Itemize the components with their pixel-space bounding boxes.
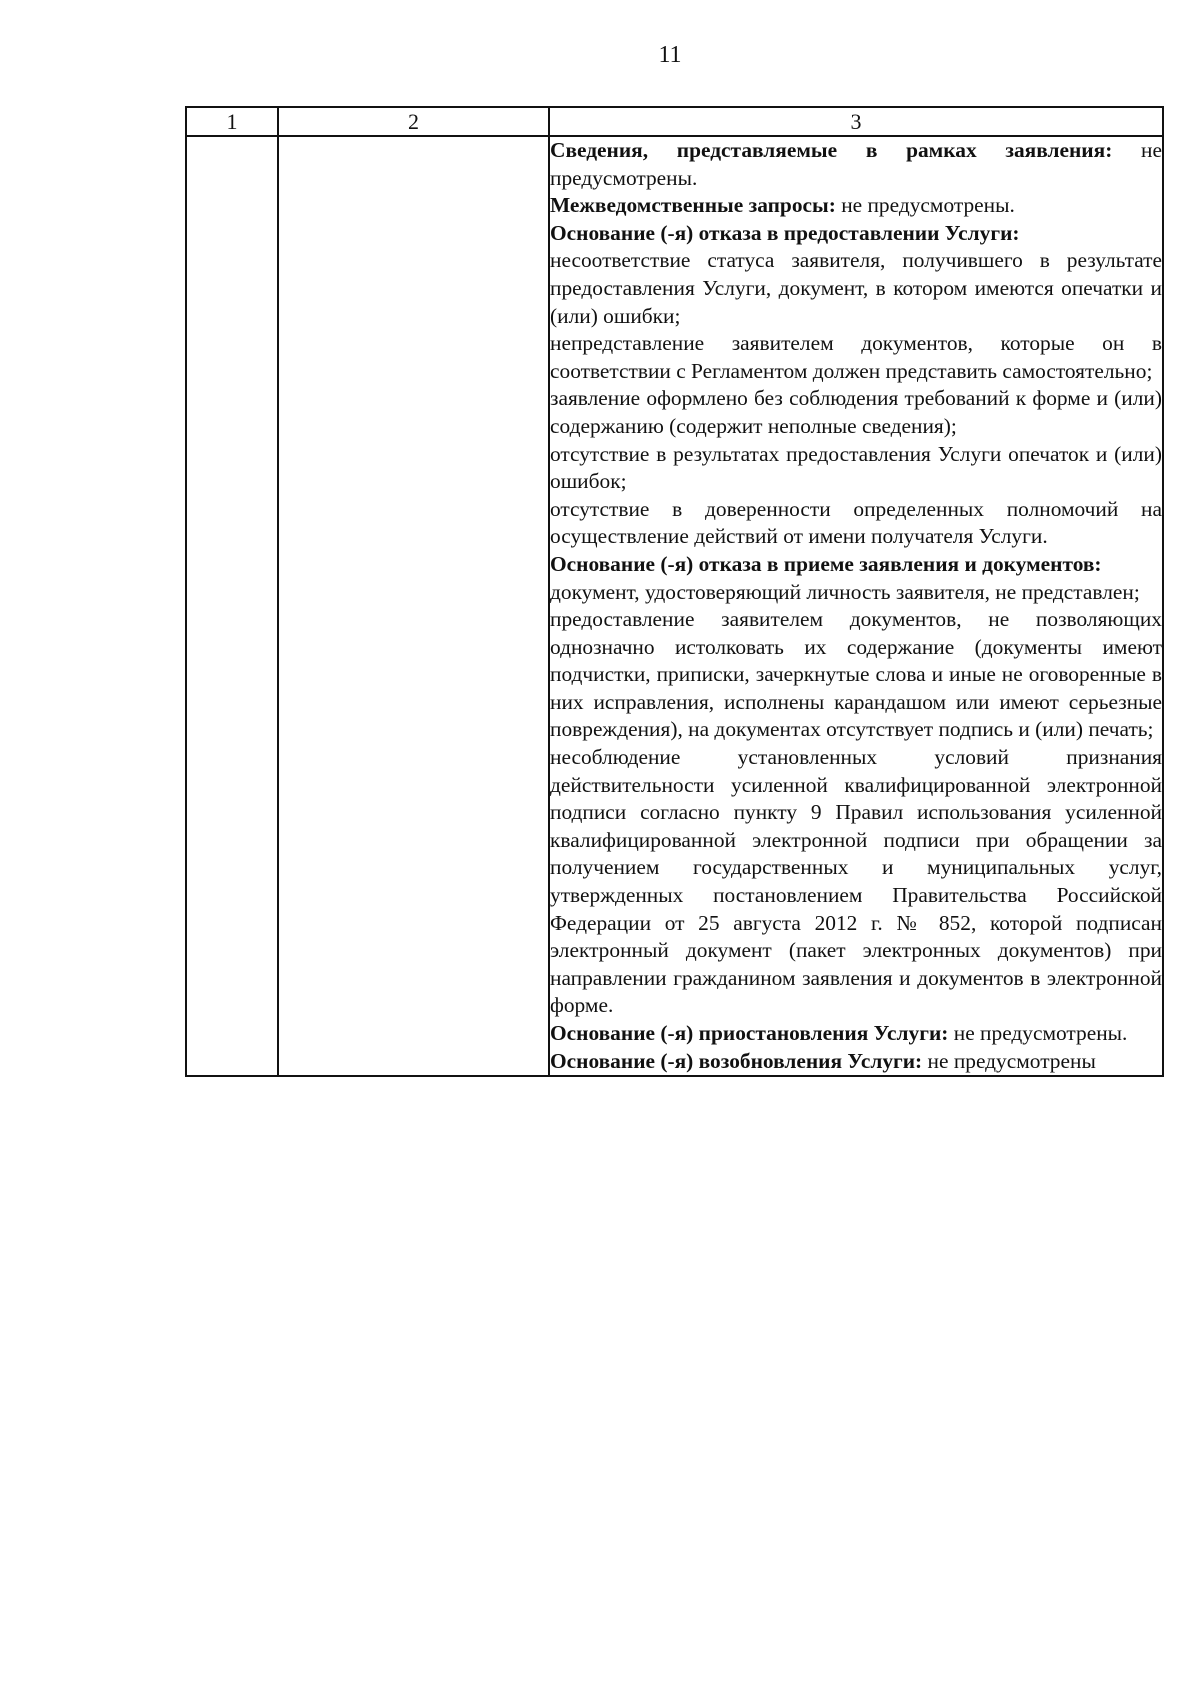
- resumption-label: Основание (-я) возобновления Услуги:: [550, 1048, 923, 1073]
- refusal-item: отсутствие в результатах предоставления Услуги опечаток и (или) ошибок;: [550, 441, 1162, 494]
- reception-refusal-item: несоблюдение установленных условий признания действительности усиленной квалифицированной электронной подписи согласно пункту 9 Правил использования усиленной квалифицированной электронной подписи при обращении за получением государственных и муниципальных услуг, утвержденных постановлением Правительства Российской Федерации от 25 августа 2012 г. № 852, которой подписан электронный документ (пакет электронных документов) при направлении гражданином заявления и документов в электронной форме.: [550, 745, 1162, 1018]
- refusal-item: заявление оформлено без соблюдения требований к форме и (или) содержанию (содержит неполные сведения);: [550, 386, 1162, 438]
- refusal-item: несоответствие статуса заявителя, получившего в результате предоставления Услуги, документ, в котором имеются опечатки и (или) ошибки;: [550, 248, 1162, 328]
- column-header-3: 3: [549, 107, 1163, 136]
- reception-refusal-item: документ, удостоверяющий личность заявителя, не представлен;: [550, 579, 1140, 604]
- application-info-label: Сведения, представляемые в рамках заявления:: [550, 138, 1113, 162]
- table-row: [186, 136, 1163, 1076]
- cell-col-3: [549, 136, 1163, 1076]
- refusal-grounds-heading: Основание (-я) отказа в предоставлении Услуги:: [550, 220, 1020, 245]
- table-header-row: [186, 107, 1163, 136]
- suspension-value: не предусмотрены.: [948, 1021, 1128, 1045]
- interagency-requests-value: не предусмотрены.: [835, 193, 1015, 218]
- application-info-value: не предусмотрены.: [550, 138, 1162, 190]
- column-header-2: 2: [278, 107, 549, 136]
- resumption-paragraph: [550, 1048, 1162, 1076]
- suspension-paragraph: [550, 1020, 1162, 1048]
- suspension-label: Основание (-я) приостановления Услуги:: [550, 1021, 949, 1045]
- application-info-paragraph: [550, 137, 1162, 192]
- interagency-requests-label: Межведомственные запросы:: [550, 193, 836, 218]
- refusal-item: отсутствие в доверенности определенных полномочий на осуществление действий от имени получателя Услуги.: [550, 496, 1162, 549]
- services-table: [185, 106, 1164, 1077]
- page-number: 11: [658, 42, 682, 68]
- interagency-requests-paragraph: [550, 192, 1162, 220]
- cell-col-1: [186, 136, 278, 1076]
- column-header-1: 1: [186, 107, 278, 136]
- reception-refusal-item: предоставление заявителем документов, не позволяющих однозначно истолковать их содержание (документы имеют подчистки, приписки, зачеркнутые слова и иные не оговоренные в них исправления, исполнены карандашом или имеют серьезные повреждения), на документах отсутствует подпись и (или) печать;: [550, 607, 1162, 742]
- cell-col-2: [278, 136, 549, 1076]
- resumption-value: не предусмотрены: [922, 1048, 1096, 1073]
- refusal-item: непредставление заявителем документов, которые он в соответствии с Регламентом должен представить самостоятельно;: [550, 331, 1162, 383]
- reception-refusal-heading: Основание (-я) отказа в приеме заявления и документов:: [550, 551, 1102, 576]
